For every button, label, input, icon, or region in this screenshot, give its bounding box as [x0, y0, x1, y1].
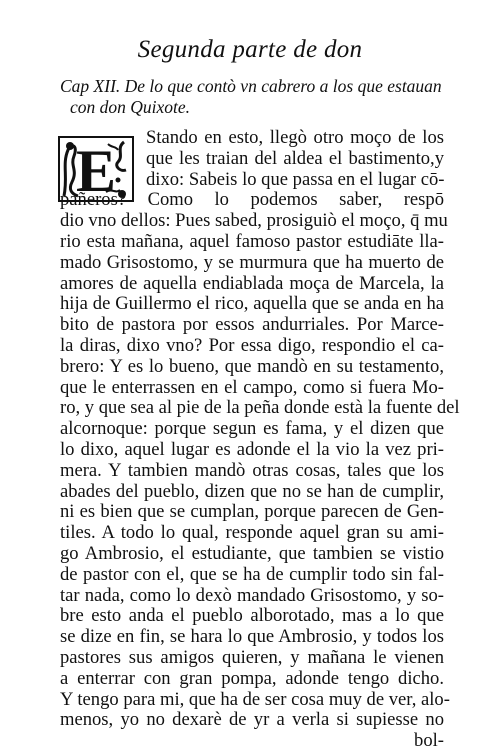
text-line: tiles. A todo lo qual, responde aquel gran su ami- [60, 522, 444, 544]
text-line: bito de pastora por essos andurriales. Por Marce- [60, 314, 444, 336]
text-line: brero: Y es lo bueno, que mandò en su testamento, [60, 355, 444, 377]
body-text [60, 127, 460, 752]
text-line: que le enterrassen en el campo, como si fuera Mo- [60, 376, 444, 398]
text-line: dio vno dellos: Pues sabed, prosiguiò el moço, q̄ mu [60, 210, 448, 232]
text-line: ro, y que sea al pie de la peña donde està la fuente del [60, 397, 460, 419]
text-line: mera. Y tambien mandò otras cosas, tales que los [60, 459, 444, 481]
text-line: dixo: Sabeis lo que passa en el lugar cō- [146, 168, 445, 190]
text-line: la diras, dixo vno? Por essa digo, respondio el ca- [60, 334, 444, 356]
chapter-heading [60, 76, 460, 118]
text-line: abades del pueblo, dizen que no se han de cumplir, [60, 480, 444, 502]
text-line: pastores sus amigos quieren, y mañana le vienen [60, 646, 444, 668]
chapter-heading-line-2: con don Quixote. [70, 97, 191, 117]
text-line: que les traian del aldea el bastimento,y [146, 147, 444, 169]
text-line: a enterrar con gran pompa, adonde tengo dicho. [60, 667, 444, 689]
drop-cap-letter: E [75, 138, 117, 202]
text-line: se dize en fin, se hara lo que Ambrosio, y todos los [60, 626, 444, 648]
text-line: menos, yo no dexarè de yr a verla si supiesse no [60, 709, 444, 731]
text-line: amores de aquella endiablada moça de Marcela, la [60, 272, 444, 294]
text-line: hija de Guillermo el rico, aquella que se anda en ha [60, 293, 444, 315]
text-line: bre esto anda el pueblo alborotado, mas a lo que [60, 605, 444, 627]
chapter-heading-line-1: Cap XII. De lo que contò vn cabrero a los que estauan [60, 76, 442, 96]
text-line: tar nada, como lo dexò mandado Grisostomo, y so- [60, 584, 444, 606]
text-line: alcornoque: porque segun es fama, y el dizen que [60, 418, 444, 440]
text-line: lo dixo, aquel lugar es adonde el la vio la vez pri- [60, 438, 444, 460]
text-line: de pastor con el, que se ha de cumplir todo sin fal- [60, 563, 444, 585]
text-line: pañeros? Como lo podemos saber, respō [60, 189, 444, 211]
text-line: Stando en esto, llegò otro moço de los [146, 127, 444, 148]
text-line: go Ambrosio, el estudiante, que tambien se vistio [60, 542, 444, 564]
text-line: ni es bien que se cumplan, porque parecen de Gen- [60, 501, 444, 523]
running-head: Segunda parte de don [137, 36, 363, 63]
text-line: mado Grisostomo, y se murmura que ha muerto de [60, 251, 444, 273]
catchword: bol- [414, 730, 444, 752]
text-line: rio esta mañana, aquel famoso pastor estudiāte lla- [60, 230, 444, 252]
text-line: Y tengo para mi, que ha de ser cosa muy de ver, alo- [60, 688, 450, 710]
